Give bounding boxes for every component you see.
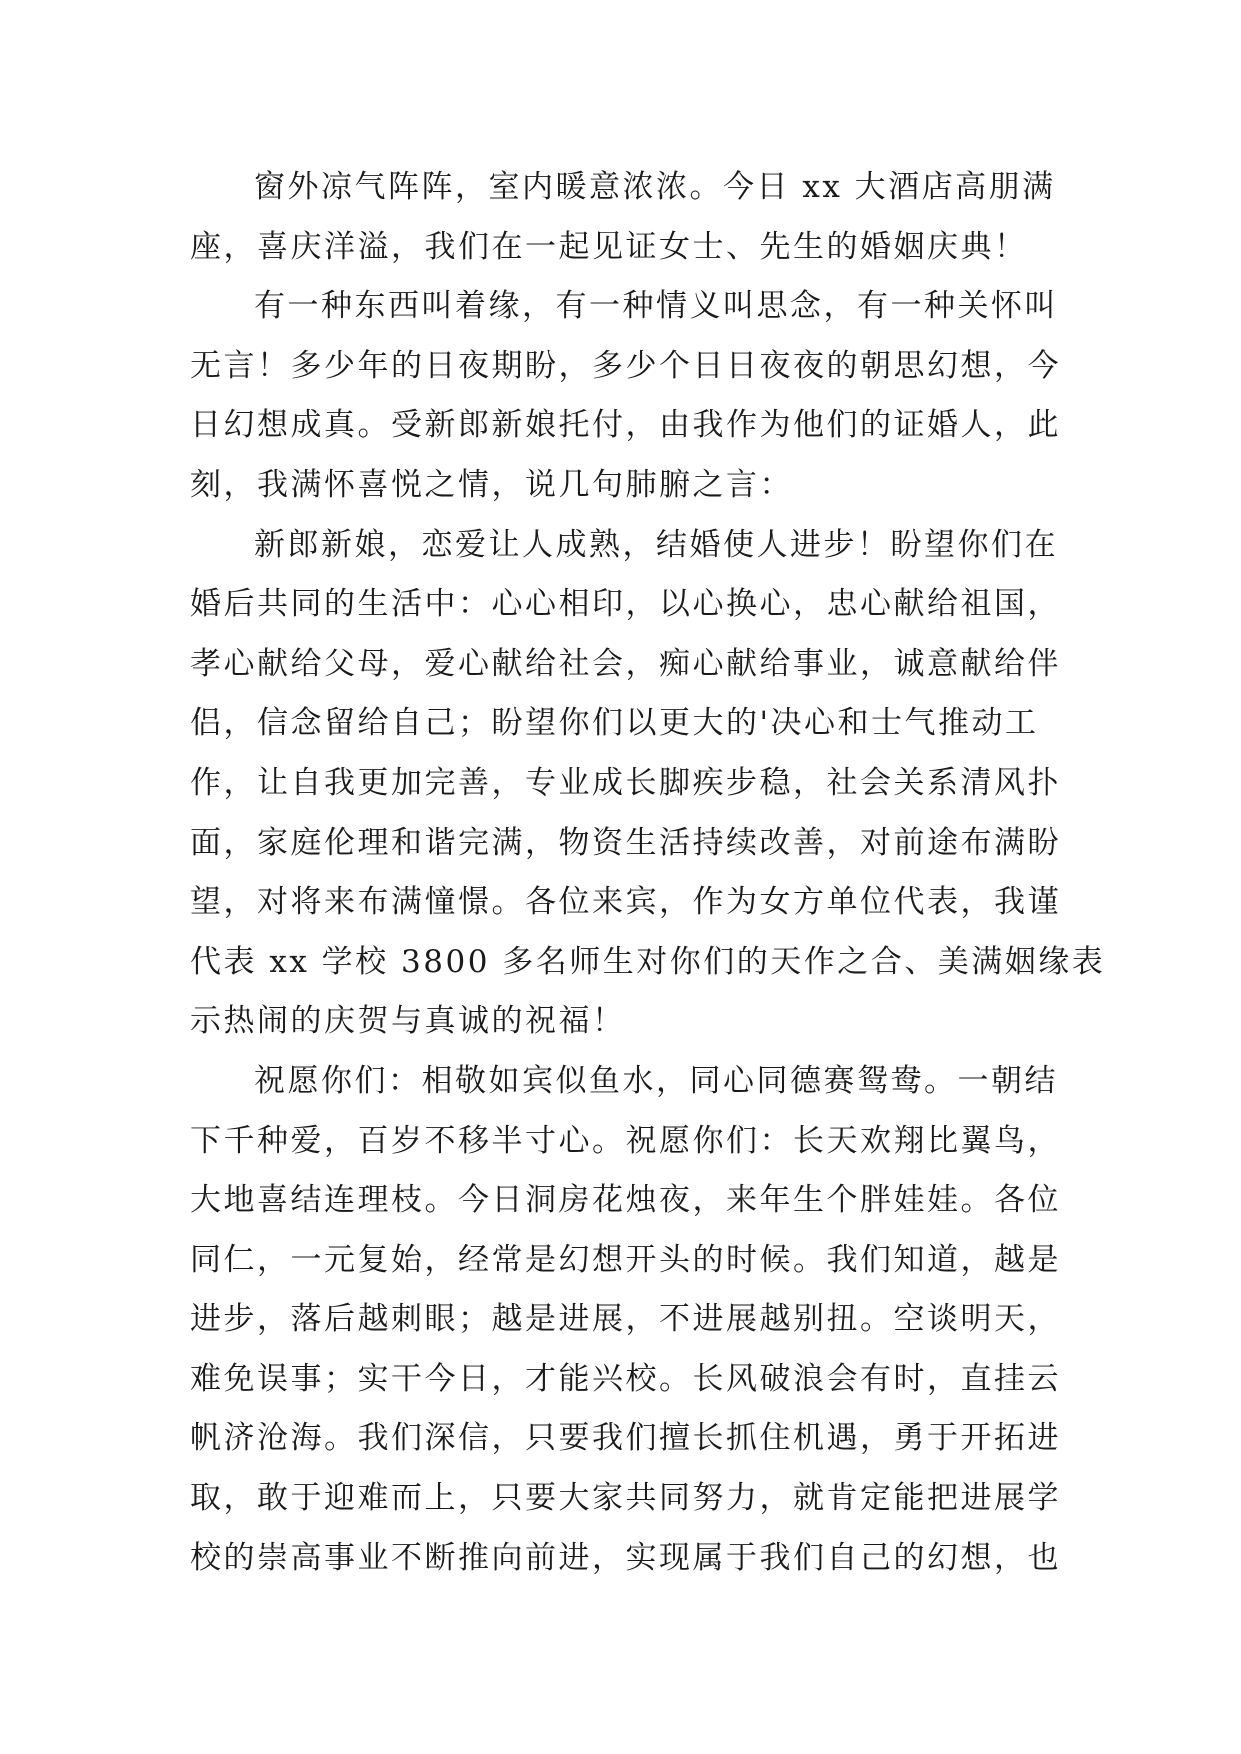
paragraph-4-line-2: 下千种爱，百岁不移半寸心。祝愿你们：长天欢翔比翼鸟，	[190, 1122, 1061, 1159]
paragraph-1-line-2: 座，喜庆洋溢，我们在一起见证女士、先生的婚姻庆典！	[190, 228, 1028, 265]
paragraph-2-line-1: 有一种东西叫着缘，有一种情义叫思念，有一种关怀叫	[254, 288, 1058, 325]
paragraph-2-line-2: 无言！多少年的日夜期盼，多少个日日夜夜的朝思幻想，今	[190, 347, 1061, 384]
paragraph-4-line-4: 同仁，一元复始，经常是幻想开头的时候。我们知道，越是	[190, 1241, 1061, 1278]
paragraph-3-line-7: 望，对将来布满憧憬。各位来宾，作为女方单位代表，我谨	[190, 884, 1061, 921]
paragraph-3-line-1: 新郎新娘，恋爱让人成熟，结婚使人进步！盼望你们在	[254, 526, 1058, 563]
paragraph-4-line-5: 进步，落后越刺眼；越是进展，不进展越别扭。空谈明天，	[190, 1301, 1061, 1338]
paragraph-4-line-1: 祝愿你们：相敬如宾似鱼水，同心同德赛鸳鸯。一朝结	[254, 1062, 1058, 1099]
paragraph-3-line-9: 示热闹的庆贺与真诚的祝福！	[190, 1003, 626, 1040]
paragraph-3-line-4: 侣，信念留给自己；盼望你们以更大的'决心和士气推动工	[190, 705, 1039, 742]
paragraph-3-line-6: 面，家庭伦理和谐完满，物资生活持续改善，对前途布满盼	[190, 824, 1061, 861]
paragraph-2-line-3: 日幻想成真。受新郎新娘托付，由我作为他们的证婚人，此	[190, 407, 1061, 444]
paragraph-3-line-3: 孝心献给父母，爱心献给社会，痴心献给事业，诚意献给伴	[190, 645, 1061, 682]
document-body	[190, 158, 1106, 1588]
paragraph-4-line-8: 取，敢于迎难而上，只要大家共同努力，就肯定能把进展学	[190, 1480, 1061, 1517]
paragraph-2-line-4: 刻，我满怀喜悦之情，说几句肺腑之言：	[190, 466, 793, 503]
paragraph-1-line-1: 窗外凉气阵阵，室内暖意浓浓。今日 xx 大酒店高朋满	[254, 169, 1056, 205]
paragraph-4-line-9: 校的崇高事业不断推向前进，实现属于我们自己的幻想，也	[190, 1539, 1061, 1576]
paragraph-4-line-7: 帆济沧海。我们深信，只要我们擅长抓住机遇，勇于开拓进	[190, 1420, 1061, 1457]
paragraph-3-line-8: 代表 xx 学校 3800 多名师生对你们的天作之合、美满姻缘表	[190, 943, 1106, 980]
paragraph-4-line-3: 大地喜结连理枝。今日洞房花烛夜，来年生个胖娃娃。各位	[190, 1182, 1061, 1219]
paragraph-4-line-6: 难免误事；实干今日，才能兴校。长风破浪会有时，直挂云	[190, 1360, 1061, 1397]
paragraph-3-line-2: 婚后共同的生活中：心心相印，以心换心，忠心献给祖国，	[190, 586, 1061, 623]
paragraph-3-line-5: 作，让自我更加完善，专业成长脚疾步稳，社会关系清风扑	[190, 764, 1061, 801]
